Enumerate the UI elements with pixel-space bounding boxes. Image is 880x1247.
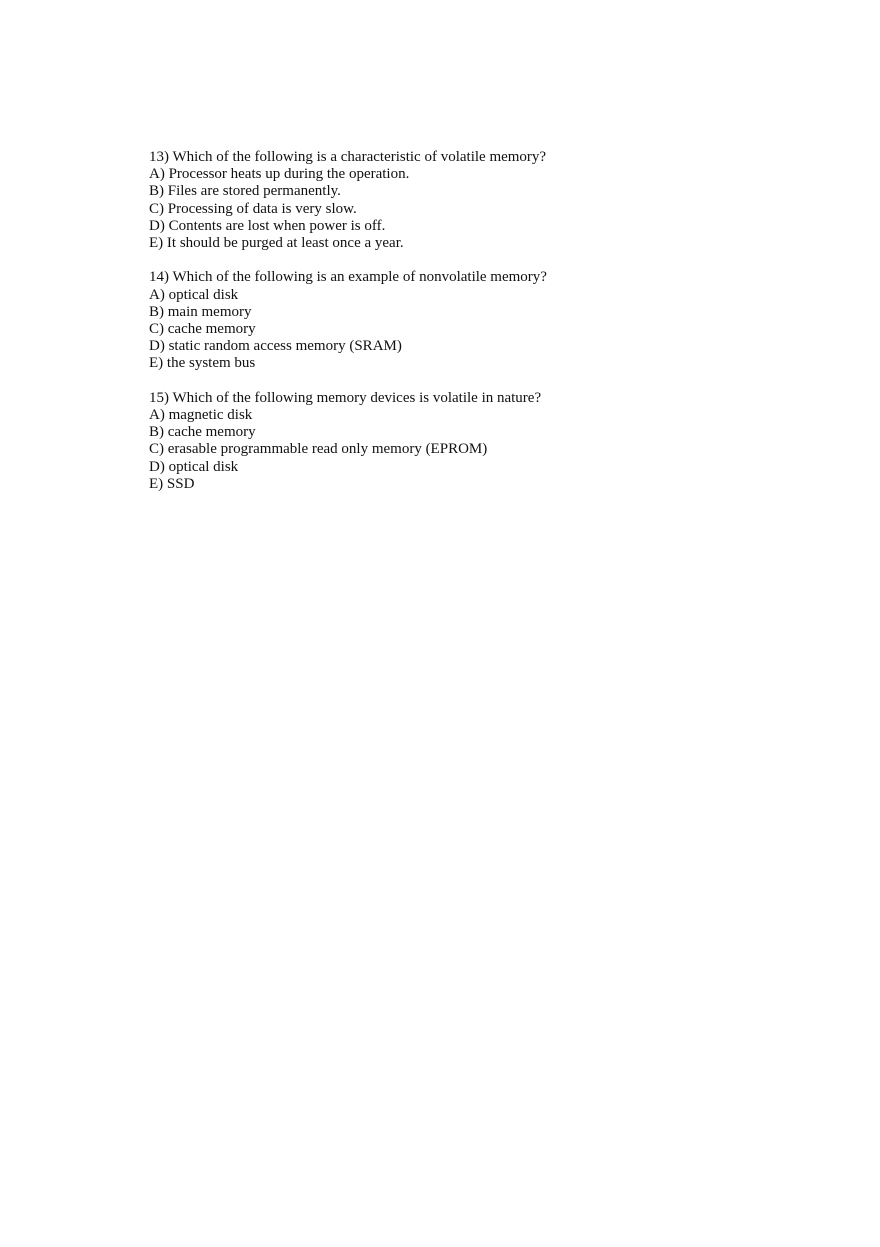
question-prompt: 14) Which of the following is an example of nonvolatile memory? [149, 269, 547, 286]
answer-option-a: A) Processor heats up during the operation. [149, 166, 410, 183]
question-13 [149, 149, 789, 252]
answer-option-b: B) Files are stored permanently. [149, 183, 341, 200]
answer-option-d: D) Contents are lost when power is off. [149, 217, 386, 234]
answer-option-b: B) main memory [149, 303, 252, 320]
answer-option-b: B) cache memory [149, 424, 256, 441]
answer-option-c: C) Processing of data is very slow. [149, 200, 357, 217]
question-15 [149, 390, 789, 493]
answer-option-a: A) magnetic disk [149, 407, 253, 424]
question-prompt: 15) Which of the following memory devices is volatile in nature? [149, 389, 542, 406]
question-list [149, 149, 789, 510]
question-prompt: 13) Which of the following is a characteristic of volatile memory? [149, 149, 547, 165]
answer-option-e: E) the system bus [149, 355, 256, 372]
question-14 [149, 269, 789, 372]
answer-option-c: C) erasable programmable read only memory (EPROM) [149, 441, 488, 458]
answer-option-d: D) static random access memory (SRAM) [149, 338, 402, 355]
answer-option-a: A) optical disk [149, 286, 239, 303]
answer-option-c: C) cache memory [149, 321, 256, 338]
answer-option-e: E) SSD [149, 475, 195, 492]
answer-option-e: E) It should be purged at least once a year. [149, 235, 404, 252]
answer-option-d: D) optical disk [149, 458, 239, 475]
